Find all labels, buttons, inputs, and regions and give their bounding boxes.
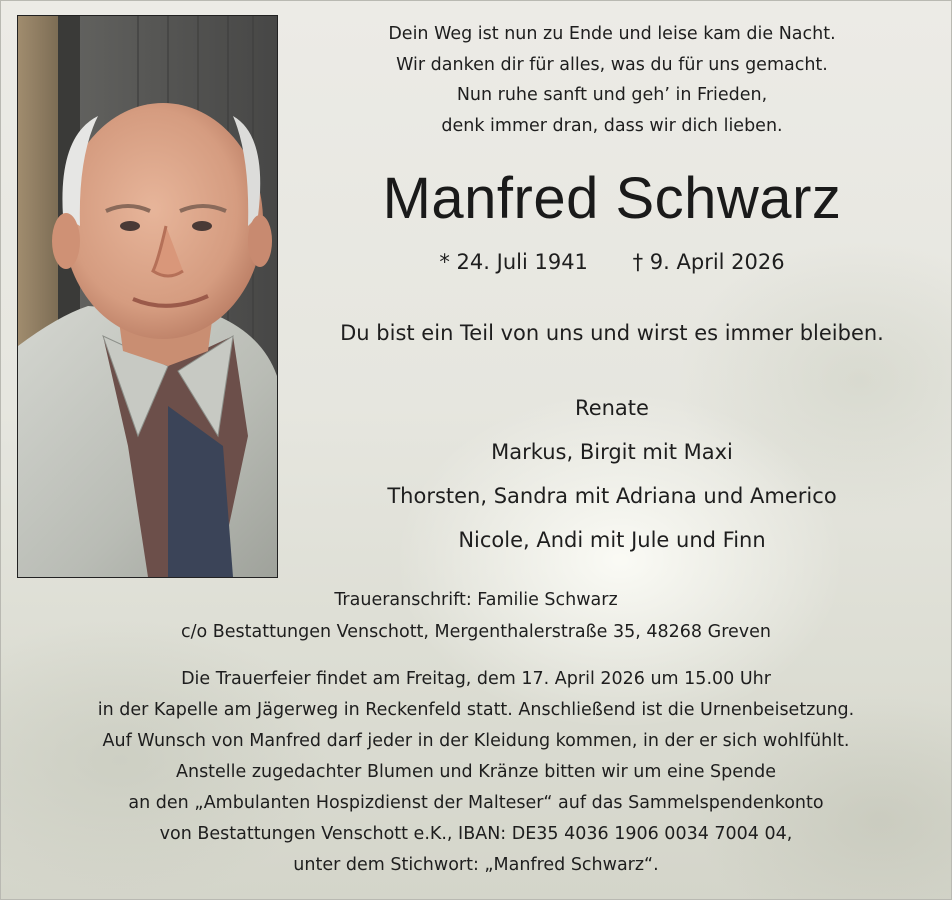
- info-line: Anstelle zugedachter Blumen und Kränze bitten wir um eine Spende: [176, 762, 776, 782]
- life-dates: [300, 247, 924, 277]
- info-line: unter dem Stichwort: „Manfred Schwarz“.: [293, 855, 659, 875]
- mourning-address: [0, 584, 952, 648]
- info-line: Auf Wunsch von Manfred darf jeder in der Kleidung kommen, in der er sich wohlfühlt.: [102, 731, 850, 751]
- poem-line: Wir danken dir für alles, was du für uns gemacht.: [396, 54, 828, 75]
- mourner-line: Markus, Birgit mit Maxi: [491, 440, 733, 464]
- mourners-list: [300, 386, 924, 562]
- info-line: in der Kapelle am Jägerweg in Reckenfeld statt. Anschließend ist die Urnenbeisetzung.: [97, 700, 855, 720]
- poem-line: Dein Weg ist nun zu Ende und leise kam die Nacht.: [388, 24, 836, 44]
- info-line: Die Trauerfeier findet am Freitag, dem 17. April 2026 um 15.00 Uhr: [181, 669, 771, 689]
- memorial-quote: Du bist ein Teil von uns und wirst es immer bleiben.: [340, 321, 884, 345]
- mourner-line: Renate: [575, 396, 649, 420]
- service-information: [0, 664, 952, 881]
- birth-date: * 24. Juli 1941: [439, 250, 588, 274]
- poem: [300, 19, 924, 141]
- mourner-line: Thorsten, Sandra mit Adriana und Americo: [387, 484, 837, 508]
- portrait-photo: [17, 15, 278, 578]
- info-line: an den „Ambulanten Hospizdienst der Malteser“ auf das Sammelspendenkonto: [128, 793, 824, 813]
- deceased-name: Manfred Schwarz: [382, 166, 842, 231]
- address-line: c/o Bestattungen Venschott, Mergenthalerstraße 35, 48268 Greven: [180, 622, 771, 642]
- death-date: † 9. April 2026: [632, 250, 785, 274]
- mourner-line: Nicole, Andi mit Jule und Finn: [458, 528, 766, 552]
- address-line: Traueranschrift: Familie Schwarz: [334, 590, 618, 610]
- poem-line: Nun ruhe sanft und geh’ in Frieden,: [456, 85, 768, 105]
- poem-line: denk immer dran, dass wir dich lieben.: [441, 115, 783, 136]
- info-line: von Bestattungen Venschott e.K., IBAN: DE35 4036 1906 0034 7004 04,: [159, 824, 793, 844]
